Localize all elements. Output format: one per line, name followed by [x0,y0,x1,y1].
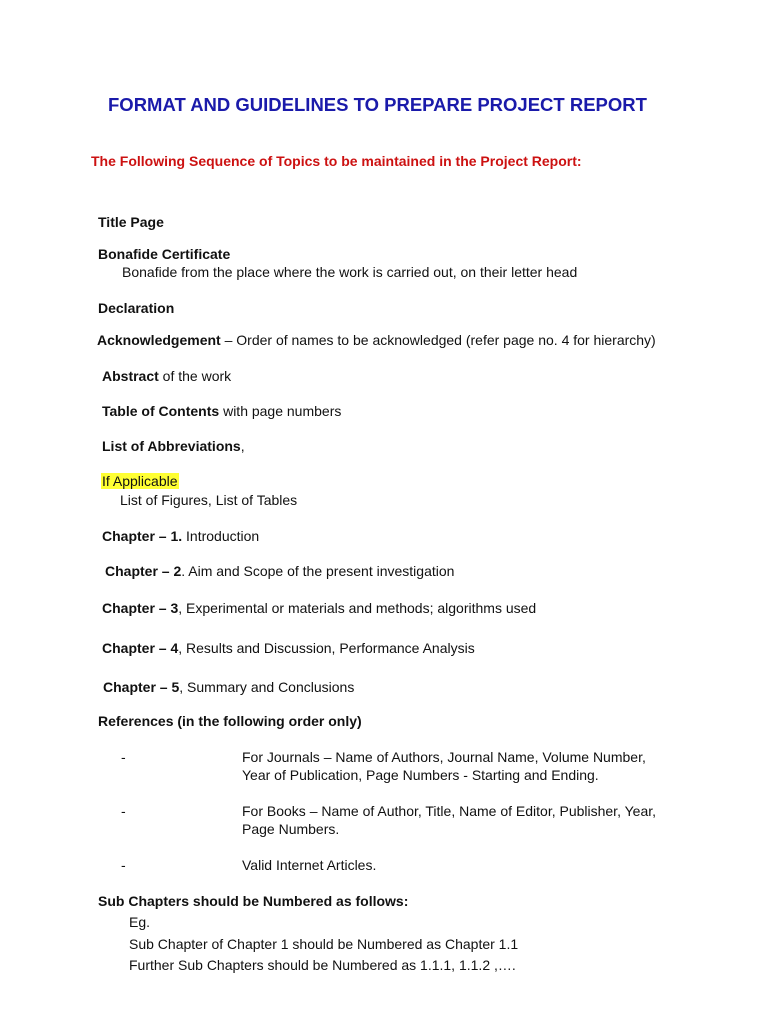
item-chapter-3 [102,600,536,617]
document-title: FORMAT AND GUIDELINES TO PREPARE PROJECT REPORT [108,94,647,115]
item-abbreviations-label: List of Abbreviations [102,438,241,454]
chapter-4-description: , Results and Discussion, Performance Analysis [178,640,475,656]
chapter-1-label: Chapter – 1. [102,528,183,544]
chapter-3-label: Chapter – 3 [102,600,179,616]
subchapters-line-2: Further Sub Chapters should be Numbered as 1.1.1, 1.1.2 ,…. [129,957,516,973]
subchapters-eg: Eg. [129,914,151,930]
item-abstract-label: Abstract [102,368,159,384]
subchapters-heading [98,893,408,910]
item-chapter-1 [102,528,259,545]
chapter-5-label: Chapter – 5 [103,679,180,695]
if-applicable-note [101,473,179,490]
reference-line: For Books – Name of Author, Title, Name of Editor, Publisher, Year, [242,803,657,819]
item-declaration [98,300,174,317]
item-chapter-5 [103,679,354,696]
reference-bullet: - [121,857,126,873]
chapter-2-description: . Aim and Scope of the present investigation [181,563,455,579]
subchapters-line-1: Sub Chapter of Chapter 1 should be Numbered as Chapter 1.1 [129,936,519,952]
if-applicable-highlight: If Applicable [102,473,178,489]
item-abbreviations [102,438,245,455]
item-toc-label: Table of Contents [102,403,220,419]
item-title-page-label: Title Page [98,214,164,230]
item-acknowledgement-label: Acknowledgement [97,332,221,348]
item-bonafide [98,246,230,263]
item-abstract [102,368,231,385]
reference-line: Page Numbers. [242,821,340,837]
item-chapter-2 [105,563,454,580]
references-heading-label: References (in the following order only) [98,713,362,729]
chapter-4-label: Chapter – 4 [102,640,179,656]
document-subtitle: The Following Sequence of Topics to be maintained in the Project Report: [91,153,582,169]
reference-line: Valid Internet Articles. [242,857,377,873]
item-figures-tables: List of Figures, List of Tables [120,492,298,508]
reference-line: For Journals – Name of Authors, Journal Name, Volume Number, [242,749,646,765]
item-title-page [98,214,164,231]
subchapters-heading-label: Sub Chapters should be Numbered as follows: [98,893,409,909]
reference-bullet: - [121,803,126,819]
item-abstract-description: of the work [158,368,232,384]
chapter-2-label: Chapter – 2 [105,563,182,579]
chapter-3-description: , Experimental or materials and methods; algorithms used [178,600,537,616]
item-table-of-contents [102,403,341,420]
chapter-5-description: , Summary and Conclusions [179,679,355,695]
item-toc-description: with page numbers [219,403,342,419]
item-acknowledgement-description: – Order of names to be acknowledged (refer page no. 4 for hierarchy) [220,332,656,348]
item-bonafide-label: Bonafide Certificate [98,246,231,262]
reference-bullet: - [121,749,126,765]
item-acknowledgement [97,332,656,349]
reference-line: Year of Publication, Page Numbers - Starting and Ending. [242,767,599,783]
references-heading [98,713,362,730]
chapter-1-description: Introduction [182,528,260,544]
item-bonafide-description: Bonafide from the place where the work is carried out, on their letter head [122,264,578,280]
item-declaration-label: Declaration [98,300,175,316]
item-abbreviations-punct: , [240,438,245,454]
item-chapter-4 [102,640,475,657]
